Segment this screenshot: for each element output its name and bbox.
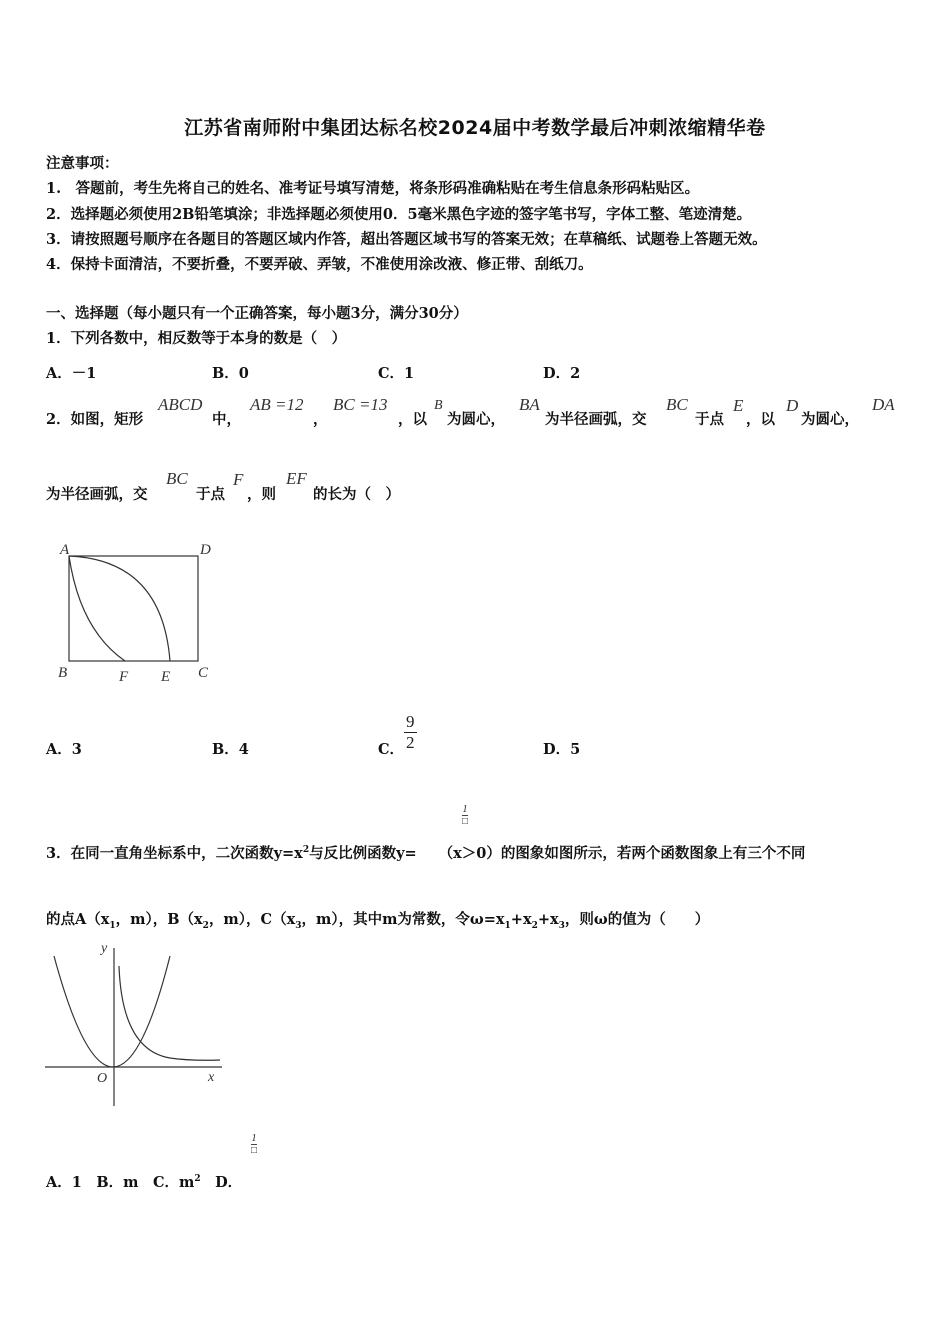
- q3-line-2: 的点$A(x_1$，m），$B(x_2$，m），$C(x_3$，m），其中m为常数，令$\omega=x_1+x_2+x_3$，则ω的值为（ ）: [46, 911, 710, 931]
- q3-option-a: A．1: [46, 1174, 82, 1191]
- q2-option-c-fraction: [404, 712, 417, 753]
- fraction-numerator: 1: [462, 804, 468, 815]
- q1-option-a: A．－1: [46, 365, 97, 382]
- q2-math: BC: [166, 469, 188, 488]
- q2-math: BA: [519, 395, 540, 414]
- notice-item-1: 1. 答题前，考生先将自己的姓名、准考证号填写清楚，将条形码准确粘贴在考生信息条形码粘贴区。: [46, 180, 700, 197]
- hyperbola-curve: [119, 966, 220, 1060]
- q2-text: 于点: [196, 486, 225, 503]
- notice-item-2: 2．选择题必须使用2B铅笔填涂；非选择题必须使用0．5毫米黑色字迹的签字笔书写，字体工整、笔迹清楚。: [46, 206, 752, 223]
- q3-inverse-fraction: [462, 805, 468, 827]
- q2-math: AB =12: [250, 395, 304, 414]
- q2-option-b: B．4: [212, 741, 249, 758]
- label-e: E: [161, 669, 171, 685]
- q2-math: B: [434, 398, 443, 413]
- q2-math: E: [733, 396, 744, 415]
- document-title: 江苏省南师附中集团达标名校2024届中考数学最后冲刺浓缩精华卷: [184, 117, 766, 139]
- q2-text: ，则: [247, 486, 276, 503]
- q2-text: 于点: [695, 411, 724, 428]
- q2-math: DA: [872, 395, 895, 414]
- q1-option-d: D．2: [543, 365, 581, 382]
- q2-math: EF: [286, 469, 307, 488]
- q3-option-c: C．$m^2$: [152, 1174, 201, 1191]
- label-d: D: [200, 542, 211, 558]
- q2-text: ，以: [398, 411, 427, 428]
- q2-text: 中，: [212, 411, 241, 428]
- q1-stem: 1．下列各数中，相反数等于本身的数是（ ）: [46, 330, 347, 347]
- fraction-numerator: 9: [406, 712, 415, 731]
- notice-heading: 注意事项：: [46, 155, 119, 172]
- label-y: y: [101, 941, 108, 956]
- label-origin: O: [97, 1071, 108, 1086]
- q2-option-a: A．3: [46, 741, 82, 758]
- q3-graph-figure: [40, 938, 230, 1110]
- q3-options: [46, 1171, 242, 1192]
- label-f: F: [119, 669, 129, 685]
- q3-option-d-fraction: [251, 1134, 257, 1156]
- fraction-denominator: □: [251, 1145, 258, 1156]
- fraction-numerator: 1: [251, 1133, 257, 1144]
- notice-item-4: 4．保持卡面清洁，不要折叠，不要弄破、弄皱，不准使用涂改液、修正带、刮纸刀。: [46, 256, 593, 273]
- q2-text: 为半径画弧，交: [545, 411, 647, 428]
- q2-text: 2．如图，矩形: [46, 411, 144, 428]
- q2-text: ，以: [746, 411, 775, 428]
- q2-text: 为圆心，: [447, 411, 505, 428]
- q2-math: ABCD: [158, 395, 203, 414]
- q1-option-c: C．1: [378, 365, 415, 382]
- q2-rectangle-figure: [52, 535, 227, 685]
- q2-text: 的长为（ ）: [313, 486, 400, 503]
- section-heading: 一、选择题（每小题只有一个正确答案，每小题3分，满分30分）: [46, 305, 468, 322]
- label-x: x: [208, 1070, 215, 1085]
- q2-text: ，: [313, 411, 328, 428]
- q2-math: BC: [666, 395, 688, 414]
- q1-option-b: B．0: [212, 365, 249, 382]
- q2-option-d: D．5: [543, 741, 581, 758]
- q2-math: D: [786, 396, 799, 415]
- q2-text: 为圆心，: [801, 411, 859, 428]
- label-c: C: [198, 665, 209, 681]
- q2-math: BC =13: [333, 395, 388, 414]
- fraction-denominator: 2: [406, 733, 415, 752]
- q2-option-c: C．: [378, 741, 405, 758]
- notice-item-3: 3．请按照题号顺序在各题目的答题区域内作答，超出答题区域书写的答案无效；在草稿纸、试题卷上答题无效。: [46, 231, 767, 248]
- fraction-denominator: □: [462, 816, 469, 827]
- label-a: A: [60, 542, 70, 558]
- rectangle-abcd: [69, 556, 198, 661]
- label-b: B: [58, 665, 68, 681]
- parabola-curve: [54, 956, 170, 1067]
- q2-math: F: [233, 470, 244, 489]
- q3-option-d: D．: [215, 1174, 243, 1191]
- arc-af: [69, 556, 125, 661]
- q3-line-1: 3．在同一直角坐标系中，二次函数$y=x^2$与反比例函数y= （x＞0）的图象如图所示，若两个函数图象上有三个不同: [46, 845, 806, 862]
- q3-option-b: B．m: [96, 1174, 139, 1191]
- q2-text: 为半径画弧，交: [46, 486, 148, 503]
- arc-ae: [69, 556, 170, 661]
